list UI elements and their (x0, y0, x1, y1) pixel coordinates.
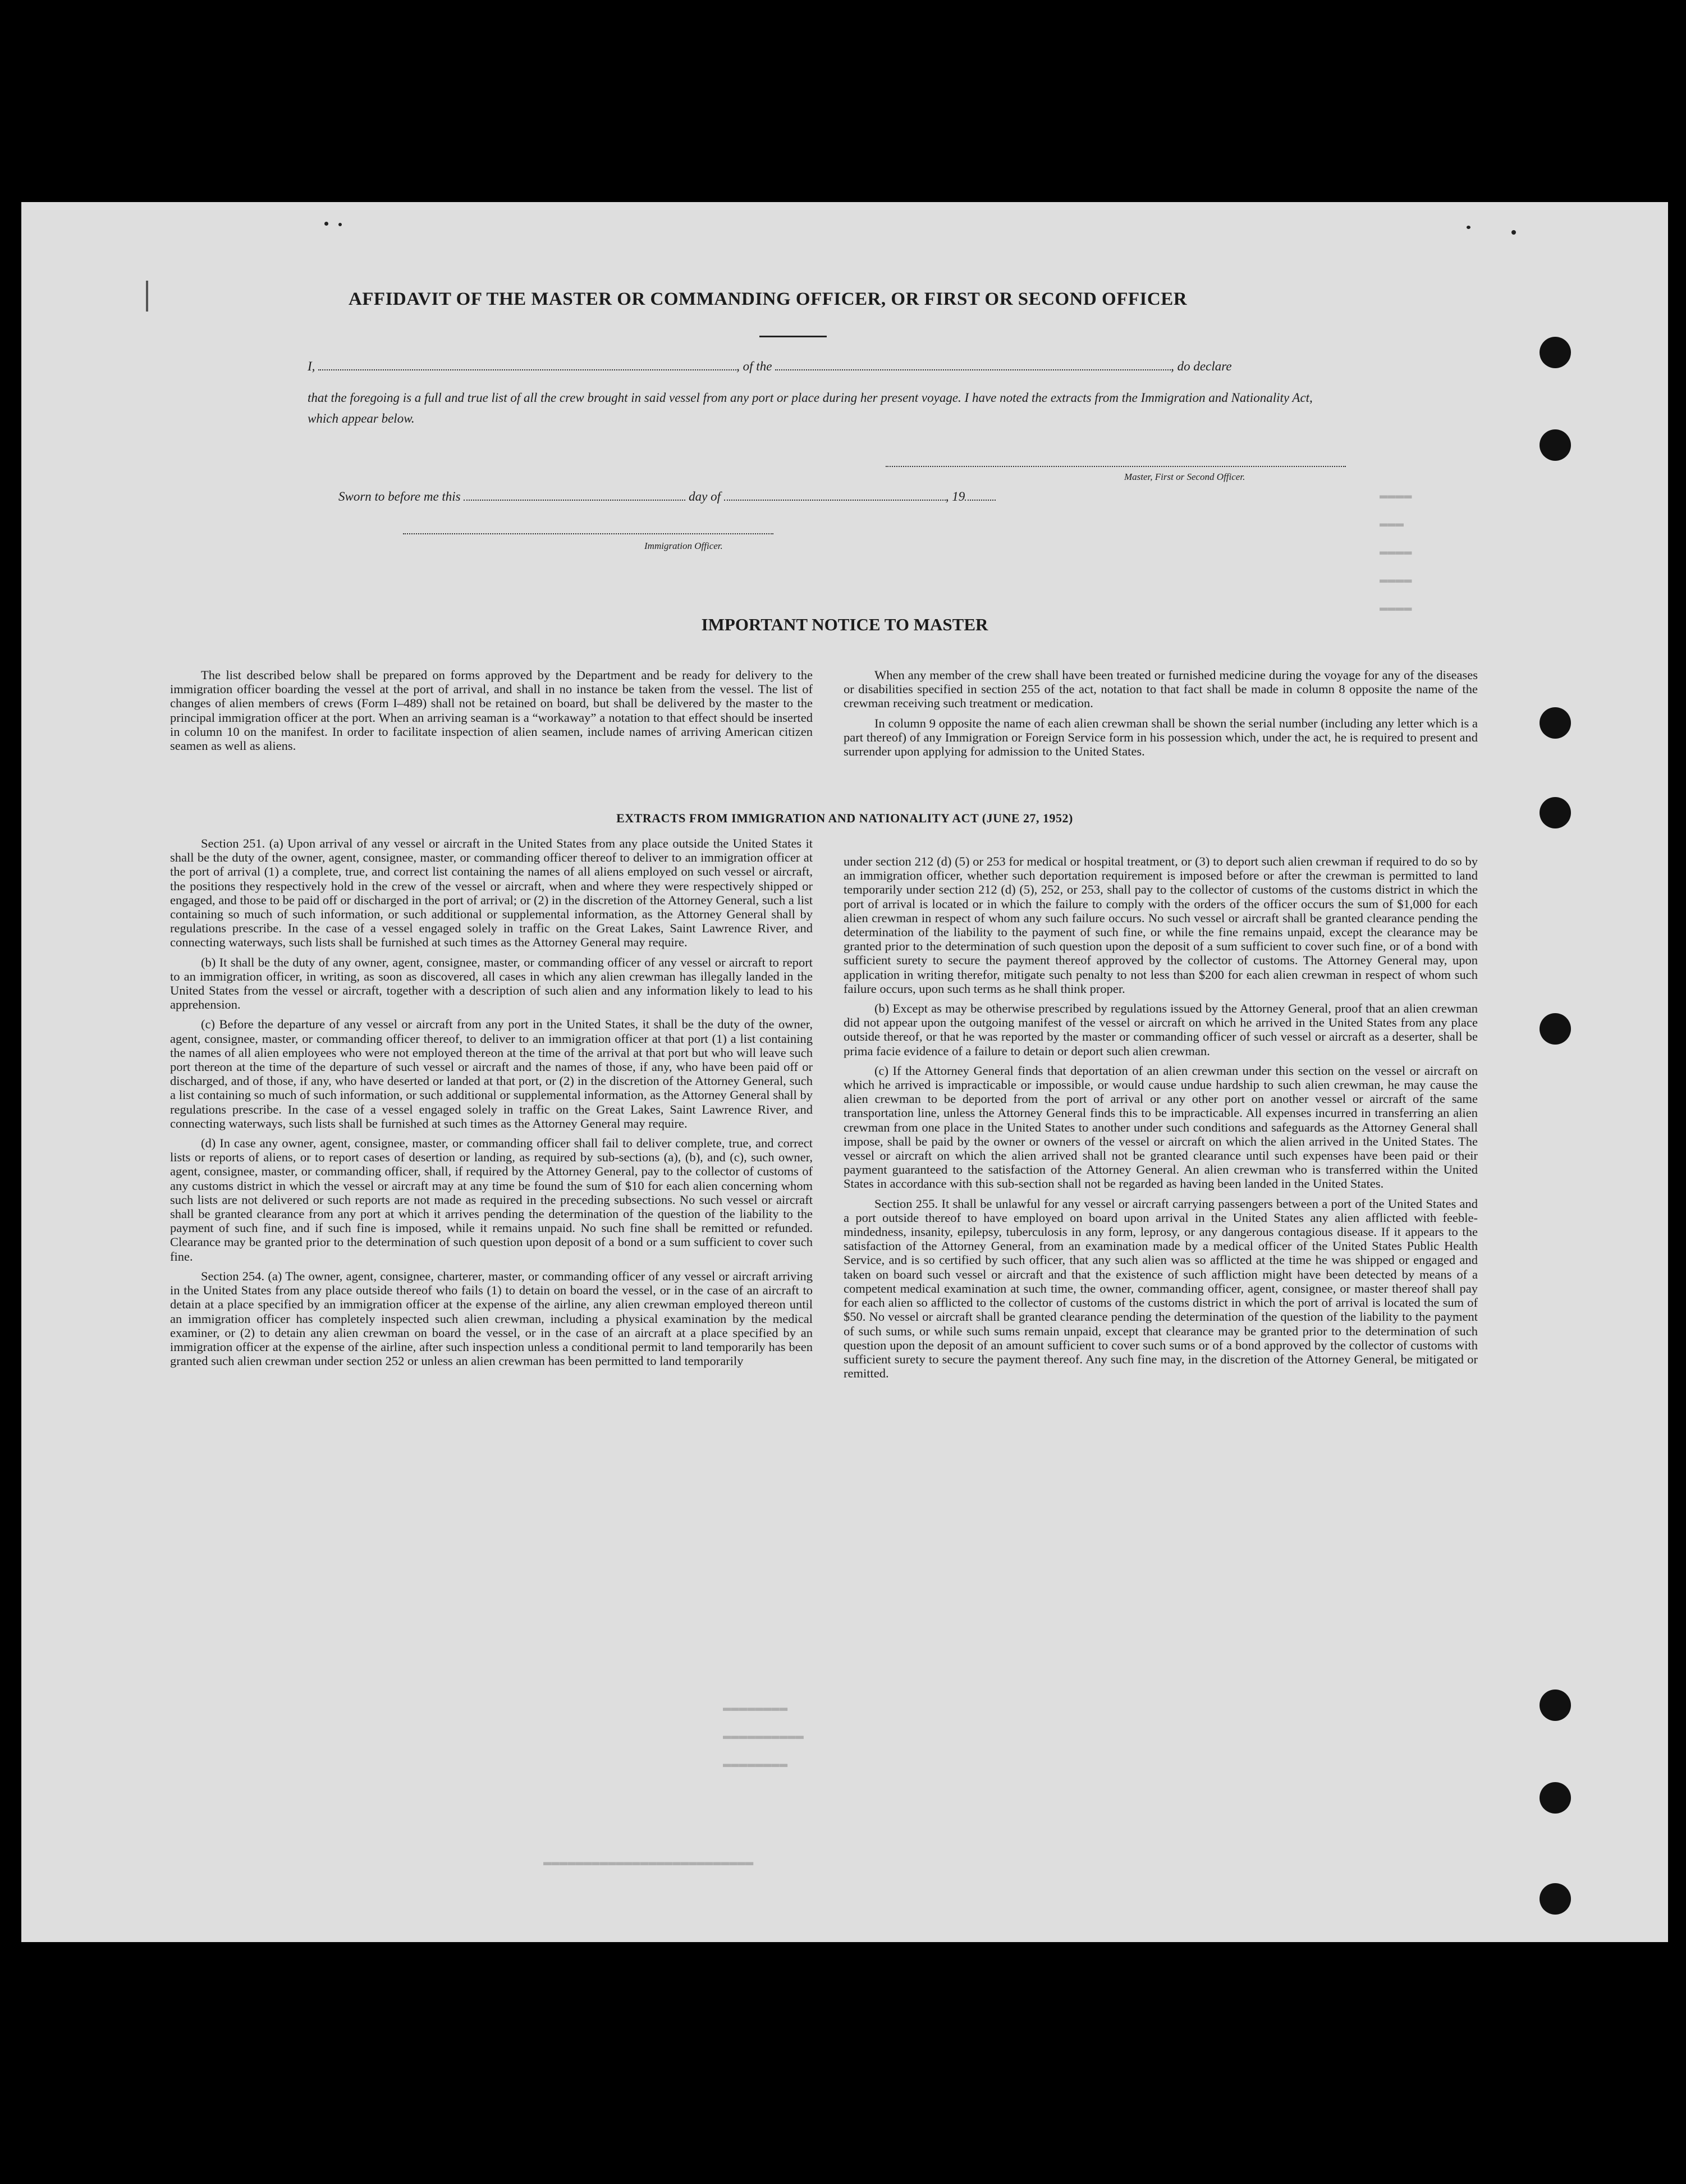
name-field[interactable] (318, 369, 736, 370)
bleed-through: ▬▬▬▬▬▬▬▬▬▬▬▬▬▬▬▬▬▬▬▬▬▬▬▬▬▬ (543, 1855, 754, 1870)
sworn-line (338, 489, 996, 504)
bleed-through: ▬▬▬▬▬▬▬▬ (723, 1701, 788, 1716)
act-paragraph: (d) In case any owner, agent, consignee, master, or commanding officer shall fail to deliver complete, true, and correct lists or reports of aliens, or to report cases of desertion or landing, as required by sub-sections (a), (b), and (c), such owner, agent, consignee, master, or commanding officer, shall, if required by the Attorney General, pay to the collector of customs of any customs district in which the vessel or aircraft may at any time be found the sum of $10 for each alien concerning whom such lists are not delivered or such reports are not made as required in the preceding subsections. No such vessel or aircraft shall be granted clearance from any port at which it arrives pending the determination of the question of the liability to the payment of such fine, and if such fine is imposed, while it remains unpaid. No such fine shall be remitted or refunded. Clearance may be granted prior to the determination of such question upon deposit of a bond or a sum sufficient to cover such fine. (170, 1136, 813, 1263)
bleed-through: ▬▬▬ (1380, 516, 1404, 532)
bleed-through: ▬▬▬▬ (1380, 488, 1412, 503)
notice-right-column (844, 668, 1478, 764)
extracts-title: EXTRACTS FROM IMMIGRATION AND NATIONALITY ACT (JUNE 27, 1952) (616, 811, 1073, 825)
binder-hole (1540, 1013, 1571, 1045)
extracts-left-column (170, 836, 813, 1373)
bleed-through: ▬▬▬▬▬▬▬▬ (723, 1757, 788, 1772)
bleed-through: ▬▬▬▬ (1380, 601, 1412, 616)
master-signature-caption: Master, First or Second Officer. (1124, 471, 1245, 482)
notice-paragraph: The list described below shall be prepared on forms approved by the Department and be ready for delivery to the immigration officer boarding the vessel at the port of arrival, and shall in no instance be taken from the vessel. The list of changes of alien members of crews (Form I–489) shall not be retained on board, but shall be delivered by the master to the principal immigration officer at the port. When an arriving seaman is a “workaway” a notation to that effect should be inserted in column 10 on the manifest. In order to facilitate inspection of alien seamen, include names of arriving American citizen seamen as well as aliens. (170, 668, 813, 753)
bleed-through: ▬▬▬▬▬▬▬▬▬▬ (723, 1729, 804, 1744)
scan-speck (1467, 226, 1470, 229)
affidavit-title: AFFIDAVIT OF THE MASTER OR COMMANDING OFFICER, OR FIRST OR SECOND OFFICER (348, 289, 1188, 309)
scan-speck (338, 223, 342, 226)
scan-speck (324, 222, 328, 226)
master-signature-field[interactable] (886, 466, 1346, 467)
day-of-label: day of (689, 489, 721, 503)
act-paragraph: (c) If the Attorney General finds that deportation of an alien crewman under this section on the vessel or aircraft on which he arrived is impracticable or impossible, or would cause undue hardship to such alien crewman, he may cause the alien crewman to be deported from the port of arrival or any other port on another vessel or aircraft of the same transportation line, unless the Attorney General finds this to be impracticable. All expenses incurred in transferring an alien crewman from one place in the United States to another under such conditions and safeguards as the Attorney General shall impose, shall be paid by the owner or owners of the vessel or aircraft on which the alien arrived in the United States. The vessel or aircraft on which the alien arrived shall not be granted clearance until such expenses have been paid or their payment guaranteed to the satisfaction of the Attorney General. An alien crewman who is transferred within the United States in accordance with this sub-section shall not be regarded as having been landed in the United States. (844, 1063, 1478, 1191)
act-paragraph: (b) Except as may be otherwise prescribed by regulations issued by the Attorney General, proof that an alien crewman did not appear upon the outgoing manifest of the vessel or aircraft on which he arrived in the United States from any place outside thereof, or that he was reported by the master or commanding officer of such vessel or aircraft as a deserter, shall be prima facie evidence of a failure to detain or deport such alien crewman. (844, 1001, 1478, 1058)
sworn-month-field[interactable] (724, 500, 946, 501)
act-paragraph: (b) It shall be the duty of any owner, agent, consignee, master, or commanding officer of any vessel or aircraft to report to an immigration officer, in writing, as soon as discovered, all cases in which any alien crewman has illegally landed in the United States from the vessel or aircraft, together with a description of such alien and any information likely to lead to his apprehension. (170, 955, 813, 1012)
binder-hole (1540, 1689, 1571, 1721)
notice-paragraph: When any member of the crew shall have been treated or furnished medicine during the voyage for any of the diseases or disabilities specified in section 255 of the act, notation to that fact shall be made in column 8 opposite the name of the crewman receiving such treatment or medication. (844, 668, 1478, 711)
binder-hole (1540, 429, 1571, 461)
bleed-through: ▬▬▬▬ (1380, 544, 1412, 560)
binder-hole (1540, 707, 1571, 739)
act-paragraph: Section 254. (a) The owner, agent, consignee, charterer, master, or commanding officer of any vessel or aircraft arriving in the United States from any place outside thereof who fails (1) to detain on board the vessel, or in the case of an aircraft to detain at a place specified by an immigration officer at the expense of the airline, any alien crewman employed thereon until an immigration officer has completely inspected such alien crewman, including a physical examination by the medical examiner, or (2) to detain any alien crewman on board the vessel, or in the case of an aircraft at a place specified by an immigration officer at the expense of the airline, after such inspection unless a conditional permit to land temporarily has been granted such alien crewman under section 252 or unless an alien crewman has been permitted to land temporarily (170, 1269, 813, 1368)
do-declare-label: , do declare (1171, 359, 1232, 373)
declaration-line (308, 359, 1346, 374)
binder-hole (1540, 337, 1571, 368)
binder-hole (1540, 1782, 1571, 1814)
document-page (21, 202, 1668, 1942)
notice-title: IMPORTANT NOTICE TO MASTER (701, 615, 988, 634)
title-divider (759, 336, 827, 337)
of-the-label: , of the (736, 359, 772, 373)
notice-paragraph: In column 9 opposite the name of each alien crewman shall be shown the serial number (including any letter which is a part thereof) of any Immigration or Foreign Service form in his possession which, under the act, he is required to present and surrender upon applying for admission to the United States. (844, 716, 1478, 759)
act-paragraph: Section 251. (a) Upon arrival of any vessel or aircraft in the United States from any place outside the United States it shall be the duty of the owner, agent, consignee, master, or commanding officer thereof to deliver to an immigration officer at the port of arrival (1) a complete, true, and correct list containing the names of all aliens employed on such vessel or aircraft, the positions they respectively hold in the crew of the vessel or aircraft, when and where they were respectively shipped or engaged, and those to be paid off or discharged in the port of arrival; or (2) in the discretion of the Attorney General, such a list containing so much of such information, or such additional or supplemental information, as the Attorney General shall by regulations prescribe. In the case of a vessel engaged solely in traffic on the Great Lakes, Saint Lawrence River, and connecting waterways, such lists shall be furnished at such times as the Attorney General may require. (170, 836, 813, 950)
act-paragraph: (c) Before the departure of any vessel or aircraft from any port in the United States, it shall be the duty of the owner, agent, consignee, master, or commanding officer thereof, to deliver to an immigration officer at that port (1) a list containing the names of all alien employees who were not employed thereon at the time of the arrival at that port but who will leave such port thereon at the time of the departure of such vessel or aircraft and the names of those, if any, who have been paid off or discharged, and of those, if any, who have deserted or landed at that port, or (2) in the discretion of the Attorney General, such a list containing so much of such information, or such additional or supplemental information, as the Attorney General shall by regulations prescribe. In the case of a vessel engaged solely in traffic on the Great Lakes, Saint Lawrence River, and connecting waterways, such lists shall be furnished at such times as the Attorney General may require. (170, 1017, 813, 1130)
act-paragraph: under section 212 (d) (5) or 253 for medical or hospital treatment, or (3) to deport such alien crewman if required to do so by an immigration officer, whether such deportation requirement is imposed before or after the crewman is permitted to land temporarily under section 212 (d) (5), 252, or 253, shall pay to the collector of customs of the customs district in which the port of arrival is located or in which the failure to comply with the orders of the officer occurs the sum of $1,000 for each alien crewman in respect of whom any such failure occurs. No such vessel or aircraft shall be granted clearance pending the determination of the liability to the payment of such fine, or while the fine remains unpaid, except the clearance may be granted prior to the determination of such question upon the deposit of a sum sufficient to cover such fine, or of a bond with sufficient surety to secure the payment thereof approved by the collector of customs. The Attorney General may, upon application in writing therefor, mitigate such penalty to not less than $200 for each alien crewman in respect of whom such failure occurs, upon such terms as he shall think proper. (844, 854, 1478, 996)
vessel-field[interactable] (775, 369, 1171, 370)
immigration-officer-caption: Immigration Officer. (644, 541, 723, 551)
sworn-prefix: Sworn to before me this (338, 489, 461, 503)
notice-left-column (170, 668, 813, 758)
act-paragraph: Section 255. It shall be unlawful for any vessel or aircraft carrying passengers between a port of the United States and a port outside thereof to have employed on board upon arrival in the United States any alien afflicted with feeble-mindedness, insanity, epilepsy, tuberculosis in any form, leprosy, or any dangerous contagious disease. If it appears to the satisfaction of the Attorney General, from an examination made by a medical officer of the United States Public Health Service, and is so certified by such officer, that any such alien was so afflicted at the time he was shipped or engaged and taken on board such vessel or aircraft and that the existence of such affliction might have been detected by means of a competent medical examination at such time, the owner, commanding officer, agent, consignee, or master thereof shall pay for each alien so afflicted to the collector of customs of the customs district in which the port of arrival is located the sum of $50. No vessel or aircraft shall be granted clearance pending the determination of the question of the liability to the payment of such sums, or while such sums remain unpaid, except that clearance may be granted prior to the determination of such question upon the deposit of an amount sufficient to cover such sums or of a bond approved by the collector of customs with sufficient surety to secure the payment thereof. Any such fine may, in the discretion of the Attorney General, be mitigated or remitted. (844, 1196, 1478, 1381)
declaration-text: that the foregoing is a full and true list of all the crew brought in said vessel from any port or place during her present voyage. I have noted the extracts from the Immigration and Nationality Act, which appear below. (308, 391, 1313, 425)
bleed-through: ▬▬▬▬ (1380, 573, 1412, 588)
i-label: I, (308, 359, 315, 373)
year-prefix: , 19 (945, 489, 965, 503)
immigration-officer-signature-field[interactable] (403, 533, 773, 534)
sworn-day-field[interactable] (464, 500, 685, 501)
binder-hole (1540, 1883, 1571, 1915)
sworn-year-field[interactable] (965, 500, 996, 501)
extracts-right-column (844, 854, 1478, 1386)
scan-speck (1511, 230, 1516, 235)
